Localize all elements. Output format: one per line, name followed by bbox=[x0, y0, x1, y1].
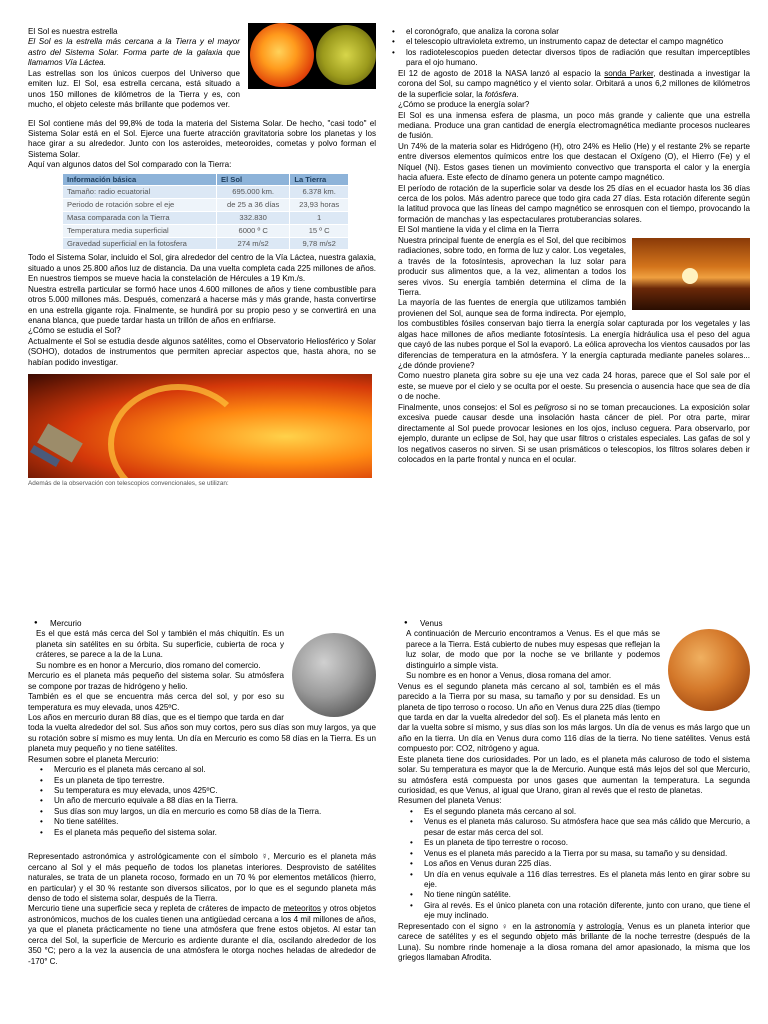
sun-column-left bbox=[28, 27, 376, 488]
composition-paragraph: Un 74% de la materia solar es Hidrógeno (H), otro 24% es Helio (He) y el restante 2% se reparte entre diversos elementos químicos entre los que destacan el Oxígeno (O), el Hierro (Fe) y el Níquel (Ni). Estos gases tienen un movimiento convectivo que transporta el calor y la energía hacia afuera. Este efecto de dínamo genera un potente campo magnético. bbox=[398, 141, 750, 183]
list-item: • Es el planeta más pequeño del sistema solar. bbox=[54, 828, 376, 838]
table-row bbox=[63, 212, 349, 225]
advice-text: si no se toman precauciones. La exposición solar excesiva puede causar desde una insolación hasta cáncer de piel. Por otra parte, mirar directamente al Sol puede provocar lesiones en los ojos, incluso ceguera. Para observarlo, por ejemplo, durante un eclipse de Sol, hay que usar filtros o cristales especiales. Las gafas de sol y los negativos caseros no sirven. Si se usan prismáticos o telescopios, los filtros solares deben ir colocados en la parte frontal y nunca en el ocular. bbox=[398, 402, 750, 464]
sun-column-right bbox=[398, 27, 750, 465]
flare-arc bbox=[108, 384, 248, 478]
mercury-name: Su nombre es en honor a Mercurio, dios romano del comercio. bbox=[36, 660, 261, 670]
table-cell: 6000 º C bbox=[217, 224, 290, 237]
meteoritos-link[interactable]: meteoritos bbox=[283, 904, 321, 914]
mercury-paragraph: También es el que se encuentra más cerca del sol, y por eso su temperatura es muy elevada, unos 425ºC. bbox=[28, 692, 284, 712]
energy-question: ¿Cómo se produce la energía solar? bbox=[398, 100, 530, 110]
image-caption: Además de la observación con telescopios convencionales, se utilizan: bbox=[28, 480, 229, 488]
table-header-row bbox=[63, 173, 349, 186]
table-cell: Tamaño: radio ecuatorial bbox=[63, 186, 217, 199]
sun-red-image bbox=[250, 23, 314, 87]
mercury-paragraph bbox=[28, 904, 376, 967]
table-cell: Masa comparada con la Tierra bbox=[63, 212, 217, 225]
sun-intro-italic: El Sol es la estrella más cercana a la Tierra y el mayor astro del Sistema Solar. Forma parte de la galaxia que llamamos Vía Láctea. bbox=[28, 37, 240, 68]
venus-text: , Venus es un planeta interior que carece de satélites y es el segundo objeto más brillante de la noche terrestre (después de la Luna). Su nombre rinde homenaje a la diosa romana del amor apasionado, la misma que los griegos llamaban Afrodita. bbox=[398, 921, 750, 962]
parker-link[interactable]: sonda Parker bbox=[604, 68, 654, 78]
list-item: • No tiene satélites. bbox=[54, 817, 376, 827]
venus-paragraph: Este planeta tiene dos curiosidades. Por un lado, es el planeta más caluroso de todo el sistema solar. Su temperatura es mayor que la de Mercurio. Aunque está más lejos del sol que Mercurio, su atmósfera está compuesta por unos gases que aumentan la temperatura. La segunda curiosidad, es que Venus, al igual que Urano, giran al revés que el resto de planetas. bbox=[398, 754, 750, 795]
venus-text: y bbox=[575, 921, 587, 931]
table-header: El Sol bbox=[217, 173, 290, 186]
table-cell: 6.378 km. bbox=[290, 186, 349, 199]
venus-summary-heading: Resumen del planeta Venus: bbox=[398, 796, 502, 806]
advice-italic: peligroso bbox=[534, 402, 568, 412]
venus-paragraph bbox=[398, 922, 750, 964]
mercury-intro: Es el que está más cerca del Sol y también el más chiquitín. Es un planeta sin satélites en su órbita. Su superficie, cubierta de roca y cráteres, se parece a la de la Luna. bbox=[36, 629, 284, 660]
advice-paragraph bbox=[398, 403, 750, 466]
table-intro: Aquí van algunos datos del Sol comparado con la Tierra: bbox=[28, 160, 232, 170]
list-item: • Los años en Venus duran 225 días. bbox=[424, 859, 750, 869]
mercury-paragraph: Mercurio es el planeta más pequeño del sistema solar. Su atmósfera se compone por trazas de hidrógeno y helio. bbox=[28, 671, 284, 691]
mercury-heading: ● Mercurio bbox=[28, 619, 376, 629]
list-item: • los radiotelescopios pueden detectar diversos tipos de radiación que resultan imperceptibles para el ojo humano. bbox=[406, 48, 750, 69]
mercury-text: y otros objetos astronómicos, muchos de los cuales tienen una antigüedad cercana a los 4 mil millones de años, ya que el planeta prácticamente no tiene una atmósfera que frene estos objetos. Al estar tan cerca del Sol, la superficie de Mercurio es ardiente durante el día, oscilando alrededor de los 350 °C; pero a la vez la ausencia de una atmósfera le otorga noches heladas de alrededor de -170° C. bbox=[28, 904, 377, 966]
table-row bbox=[63, 199, 349, 212]
mercury-paragraph: Los años en mercurio duran 88 días, que es el tiempo que tarda en dar toda la vuelta alrededor del sol. Sus años son muy cortos, pero sus días son muy largos, ya que su rotación sobre sí mismo es muy lenta. Un día en Mercurio es como 58 días en la Tierra. Es un planeta muy pequeño y no tiene satélites. bbox=[28, 712, 376, 754]
galaxy-paragraph: Todo el Sistema Solar, incluido el Sol, gira alrededor del centro de la Vía Láctea, nuestra galaxia, situado a unos 25.800 años luz de distancia. Da una vuelta completa cada 225 millones de años. En nuestros tiempos se mueve hacia la constelación de Hércules a 19 Km./s. bbox=[28, 253, 376, 284]
venus-heading: ● Venus bbox=[398, 619, 750, 629]
table-cell: Gravedad superficial en la fotosfera bbox=[63, 237, 217, 250]
table-cell: 332.830 bbox=[217, 212, 290, 225]
mercury-column bbox=[28, 619, 376, 967]
venus-paragraph: Venus es el segundo planeta más cercano al sol, también es el más parecido a la Tierra por su masa, su tamaño y por su densidad. Es un planeta de tipo terroso o rocoso. Un año en Venus dura 225 días (tiempo que tarda en dar la vuelta alrededor del sol). Es el planeta más lento en dar la vuelta sobre sí mismo, y sus días son los más largos. Un día de venus es más largo que un año en la tierra. Un día en Venus dura como 116 días de la tierra. No tiene satélites. Venus está compuesto por: CO2, nitrógeno y agua. bbox=[398, 681, 750, 754]
parker-text: , destinada a investigar la corona del Sol, su campo magnético y el viento solar. Orbitará a unos 6,2 millones de kilómetros de la superficie solar, la bbox=[398, 68, 750, 99]
venus-text: Representado con el signo ♀ en la bbox=[398, 921, 535, 931]
section-heading: El Sol es nuestra estrella bbox=[28, 27, 118, 36]
list-item: • Es un planeta de tipo terrestre. bbox=[54, 776, 376, 786]
list-item: • Es un planeta de tipo terrestre o rocoso. bbox=[424, 838, 750, 848]
astrologia-link[interactable]: astrología bbox=[586, 921, 622, 931]
mercury-summary-list bbox=[28, 765, 376, 838]
list-item: • Gira al revés. Es el único planeta con una rotación diferente, junto con urano, que tiene el eje muy inclinado. bbox=[424, 901, 750, 922]
life-paragraph: Nuestra principal fuente de energía es el Sol, del que recibimos radiaciones, sobre todo, en forma de luz y calor. Los vegetales, a través de la fotosíntesis, aprovechan la luz solar para producir sus alimentos que, a la vez, alimentan a todos los seres vivos. Su energía también determina el clima de la Tierra. bbox=[398, 235, 626, 297]
mercury-paragraph: Representado astronómica y astrológicamente con el símbolo ☿, Mercurio es el planeta más cercano al Sol y el más pequeño de todos los planetas interiores. Desprovisto de satélites naturales, se trata de un planeta rocoso, formado en un 70 % por elementos metálicos (hierro, en particular) y el 30 % restante son diversos silicatos, por lo que es el segundo planeta más denso de todo el sistema solar, después de la Tierra. bbox=[28, 852, 376, 903]
study-paragraph: Actualmente el Sol se estudia desde algunos satélites, como el Observatorio Heliosférico y Solar (SOHO), dotados de instrumentos que permiten apreciar aspectos que, hasta ahora, no se habían podido investigar. bbox=[28, 336, 376, 367]
list-item: • No tiene ningún satélite. bbox=[424, 890, 750, 900]
lifecycle-paragraph: Nuestra estrella particular se formó hace unos 4.600 millones de años y tiene combustible para otros 5.000 millones más. Después, comenzará a hacerse más y más grande, hasta convertirse en una estrella gigante roja. Finalmente, se hundirá por su propio peso y se convertirá en una enana blanca, que puede tardar hasta un trillón de años en enfriarse. bbox=[28, 284, 376, 325]
parker-paragraph bbox=[398, 69, 750, 100]
life-heading: El Sol mantiene la vida y el clima en la Tierra bbox=[398, 225, 560, 235]
sun-yellow-image bbox=[316, 25, 376, 85]
list-item: • Sus días son muy largos, un día en mercurio es como 58 días de la Tierra. bbox=[54, 807, 376, 817]
venus-column bbox=[398, 619, 750, 963]
table-row bbox=[63, 186, 349, 199]
table-cell: 23,93 horas bbox=[290, 199, 349, 212]
table-cell: Periodo de rotación sobre el eje bbox=[63, 199, 217, 212]
list-item: • Mercurio es el planeta más cercano al sol. bbox=[54, 765, 376, 775]
advice-text: Finalmente, unos consejos: el Sol es bbox=[398, 402, 535, 412]
instrument-list bbox=[398, 27, 750, 69]
astronomia-link[interactable]: astronomía bbox=[534, 921, 576, 931]
list-item: • Su temperatura es muy elevada, unos 425ºC. bbox=[54, 786, 376, 796]
table-cell: 1 bbox=[290, 212, 349, 225]
parker-text: . bbox=[516, 89, 519, 99]
parker-text: El 12 de agosto de 2018 la NASA lanzó al espacio la bbox=[398, 68, 605, 78]
day-night-paragraph: Como nuestro planeta gira sobre su eje una vez cada 24 horas, parece que el Sol sale por el este, se mueve por el cielo y se oculta por el oeste. Su presencia o ausencia hace que sea de día o de noche. bbox=[398, 371, 750, 402]
fuels-paragraph: La mayoría de las fuentes de energía que utilizamos también provienen del Sol, aunque sea de forma indirecta. Por ejemplo, los combustibles fósiles conservan bajo tierra la energía solar capturada por los vegetales y las algas hace millones de años mediante fotosíntesis. La energía hidráulica usa el peso del agua que cayó de las nubes porque el Sol la evaporó. La eólica aprovecha los vientos causados por las diferencias de temperatura en la atmósfera. Y la energía capturada mediante paneles solares... ¿de dónde proviene? bbox=[398, 298, 750, 370]
list-item: • Venus es el planeta más parecido a la Tierra por su masa, su tamaño y su densidad. bbox=[424, 849, 750, 859]
mercury-text: Mercurio tiene una superficie seca y repleta de cráteres de impacto de bbox=[28, 904, 284, 914]
sun-earth-table bbox=[62, 173, 349, 251]
sun-intro: Las estrellas son los únicos cuerpos del Universo que emiten luz. El Sol, esa estrella cercana, está situado a unos 150 millones de kilómetros de la Tierra y es, con mucho, el objeto celeste más brillante que podemos ver. bbox=[28, 68, 240, 110]
list-item: • Es el segundo planeta más cercano al sol. bbox=[424, 807, 750, 817]
list-item: • Un día en venus equivale a 116 días terrestres. Es el planeta más lento en girar sobre su eje. bbox=[424, 870, 750, 891]
list-item: • el coronógrafo, que analiza la corona solar bbox=[406, 27, 750, 37]
list-item: • el telescopio ultravioleta extremo, un instrumento capaz de detectar el campo magnético bbox=[406, 37, 750, 47]
table-cell: 274 m/s2 bbox=[217, 237, 290, 250]
venus-intro: A continuación de Mercurio encontramos a Venus. Es el que más se parece a la Tierra. Está cubierto de nubes muy espesas que reflejan la luz solar, de modo que por la noche se ve brillante y podemos distinguirlo a simple vista. bbox=[406, 629, 660, 670]
table-header: La Tierra bbox=[290, 173, 349, 186]
list-item: • Un año de mercurio equivale a 88 días en la Tierra. bbox=[54, 796, 376, 806]
table-cell: 15 º C bbox=[290, 224, 349, 237]
table-cell: 9,78 m/s2 bbox=[290, 237, 349, 250]
table-cell: 695.000 km. bbox=[217, 186, 290, 199]
mercury-image bbox=[292, 633, 376, 717]
mercury-summary-heading: Resumen sobre el planeta Mercurio: bbox=[28, 754, 159, 764]
venus-image bbox=[668, 629, 750, 711]
fotosfera-term: fotósfera bbox=[484, 89, 517, 99]
table-header: Información básica bbox=[63, 173, 217, 186]
venus-summary-list bbox=[398, 807, 750, 922]
venus-name: Su nombre es en honor a Venus, diosa romana del amor. bbox=[406, 671, 612, 681]
table-row bbox=[63, 237, 349, 250]
table-cell: Temperatura media superficial bbox=[63, 224, 217, 237]
study-question: ¿Cómo se estudia el Sol? bbox=[28, 326, 121, 336]
solar-flare-satellite-image bbox=[28, 374, 372, 478]
energy-paragraph: El Sol es una inmensa esfera de plasma, un poco más grande y caliente que una estrella mediana. Produce una gran cantidad de energía electromagnética mediante procesos nucleares de fusión. bbox=[398, 110, 750, 141]
sunset-sun bbox=[682, 268, 698, 284]
sun-images bbox=[248, 23, 376, 89]
sun-mass-paragraph: El Sol contiene más del 99,8% de toda la materia del Sistema Solar. De hecho, "casi todo" el Sistema Solar está en el Sol. Ejerce una fuerte atracción gravitatoria sobre los planetas y los hace girar a su alrededor. Junto con los asteroides, meteoroides, cometas y polvo forman el Sistema Solar. bbox=[28, 118, 376, 159]
list-item: • Venus es el planeta más caluroso. Su atmósfera hace que sea más cálido que Mercurio, a pesar de estar más cerca del sol. bbox=[424, 817, 750, 838]
rotation-paragraph: El período de rotación de la superficie solar va desde los 25 días en el ecuador hasta los 36 días cerca de los polos. Más adentro parece que todo gira cada 27 días. Esta rotación diferente según la latitud provoca que las líneas del campo magnético se enrosquen con el tiempo, provocando la formación de manchas y las espectaculares protuberancias solares. bbox=[398, 183, 750, 224]
sunset-image bbox=[632, 238, 750, 310]
table-cell: de 25 a 36 días bbox=[217, 199, 290, 212]
table-row bbox=[63, 224, 349, 237]
